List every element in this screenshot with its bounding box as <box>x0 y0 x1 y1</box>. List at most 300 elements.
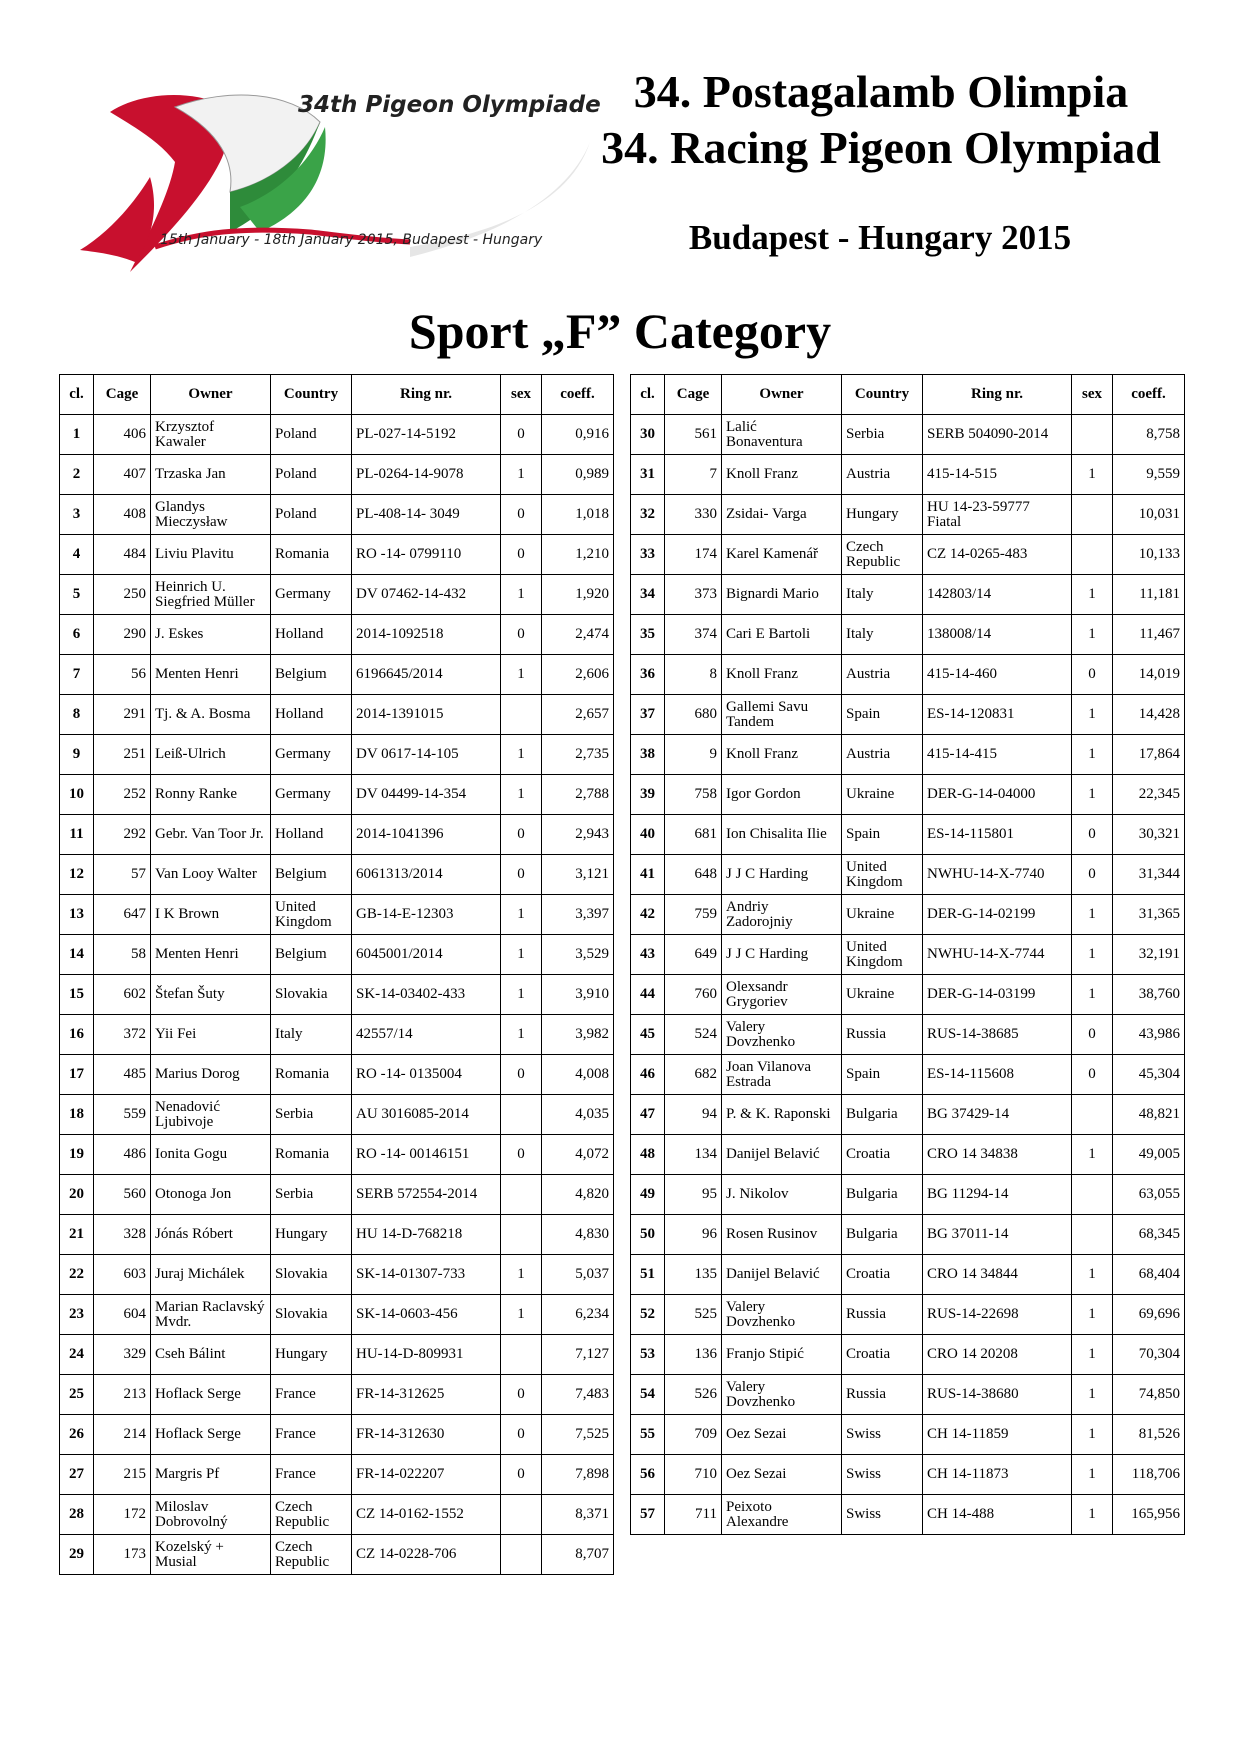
cell-coeff: 6,234 <box>542 1295 614 1335</box>
cell-owner: Hoflack Serge <box>151 1375 271 1415</box>
cell-sex: 1 <box>1072 455 1113 495</box>
cell-owner: Andriy Zadorojniy <box>722 895 842 935</box>
cell-sex: 0 <box>1072 1055 1113 1095</box>
table-row <box>60 1535 614 1575</box>
cell-ring: 6061313/2014 <box>352 855 501 895</box>
cell-owner: Otonoga Jon <box>151 1175 271 1215</box>
cell-country: Poland <box>271 495 352 535</box>
cell-country: Ukraine <box>842 895 923 935</box>
cell-country: Belgium <box>271 655 352 695</box>
cell-country: Ukraine <box>842 775 923 815</box>
cell-coeff: 3,982 <box>542 1015 614 1055</box>
cell-sex: 0 <box>1072 855 1113 895</box>
table-row <box>631 1455 1185 1495</box>
cell-cage: 57 <box>94 855 151 895</box>
cell-ring: DV 0617-14-105 <box>352 735 501 775</box>
cell-cl: 13 <box>60 895 94 935</box>
cell-sex <box>1072 535 1113 575</box>
cell-country: Romania <box>271 1055 352 1095</box>
cell-cl: 11 <box>60 815 94 855</box>
cell-ring: DV 04499-14-354 <box>352 775 501 815</box>
cell-owner: Ion Chisalita Ilie <box>722 815 842 855</box>
header-cl: cl. <box>60 375 94 415</box>
cell-sex: 0 <box>501 1375 542 1415</box>
title-hungarian: 34. Postagalamb Olimpia <box>633 66 1129 117</box>
table-row <box>60 895 614 935</box>
cell-sex <box>501 1535 542 1575</box>
cell-country: Italy <box>271 1015 352 1055</box>
cell-ring: BG 11294-14 <box>923 1175 1072 1215</box>
cell-ring: CH 14-11873 <box>923 1455 1072 1495</box>
cell-sex: 1 <box>1072 615 1113 655</box>
table-row <box>631 1215 1185 1255</box>
cell-ring: AU 3016085-2014 <box>352 1095 501 1135</box>
cell-coeff: 4,830 <box>542 1215 614 1255</box>
cell-ring: PL-027-14-5192 <box>352 415 501 455</box>
cell-cage: 329 <box>94 1335 151 1375</box>
cell-coeff: 38,760 <box>1113 975 1185 1015</box>
cell-cage: 252 <box>94 775 151 815</box>
header-sex: sex <box>501 375 542 415</box>
cell-cl: 18 <box>60 1095 94 1135</box>
cell-owner: Bignardi Mario <box>722 575 842 615</box>
cell-cage: 484 <box>94 535 151 575</box>
cell-owner: J J C Harding <box>722 935 842 975</box>
cell-coeff: 2,735 <box>542 735 614 775</box>
category-title: Sport „F” Category <box>408 303 832 359</box>
table-row <box>631 495 1185 535</box>
cell-country: Serbia <box>271 1095 352 1135</box>
cell-ring: 142803/14 <box>923 575 1072 615</box>
cell-owner: P. & K. Raponski <box>722 1095 842 1135</box>
cell-coeff: 74,850 <box>1113 1375 1185 1415</box>
cell-country: Swiss <box>842 1455 923 1495</box>
cell-cl: 35 <box>631 615 665 655</box>
header-country: Country <box>842 375 923 415</box>
cell-coeff: 68,404 <box>1113 1255 1185 1295</box>
cell-coeff: 5,037 <box>542 1255 614 1295</box>
cell-coeff: 70,304 <box>1113 1335 1185 1375</box>
cell-coeff: 69,696 <box>1113 1295 1185 1335</box>
cell-sex <box>1072 1095 1113 1135</box>
cell-owner: Marian Raclavský Mvdr. <box>151 1295 271 1335</box>
cell-ring: DER-G-14-04000 <box>923 775 1072 815</box>
cell-cage: 603 <box>94 1255 151 1295</box>
cell-cage: 250 <box>94 575 151 615</box>
header-cage: Cage <box>665 375 722 415</box>
cell-country: Serbia <box>842 415 923 455</box>
cell-country: Holland <box>271 695 352 735</box>
table-row <box>631 1015 1185 1055</box>
cell-coeff: 1,920 <box>542 575 614 615</box>
cell-cl: 20 <box>60 1175 94 1215</box>
cell-coeff: 1,210 <box>542 535 614 575</box>
table-row <box>631 935 1185 975</box>
cell-cage: 760 <box>665 975 722 1015</box>
cell-cage: 374 <box>665 615 722 655</box>
cell-cl: 10 <box>60 775 94 815</box>
cell-country: Czech Republic <box>271 1495 352 1535</box>
cell-owner: Jónás Róbert <box>151 1215 271 1255</box>
cell-country: Croatia <box>842 1335 923 1375</box>
cell-cage: 328 <box>94 1215 151 1255</box>
cell-sex: 1 <box>501 1255 542 1295</box>
cell-country: Spain <box>842 815 923 855</box>
cell-owner: Menten Henri <box>151 655 271 695</box>
cell-cage: 560 <box>94 1175 151 1215</box>
cell-cage: 172 <box>94 1495 151 1535</box>
cell-cage: 408 <box>94 495 151 535</box>
cell-ring: ES-14-120831 <box>923 695 1072 735</box>
cell-cage: 213 <box>94 1375 151 1415</box>
cell-sex: 0 <box>501 1055 542 1095</box>
cell-country: Russia <box>842 1015 923 1055</box>
cell-cage: 251 <box>94 735 151 775</box>
cell-ring: GB-14-E-12303 <box>352 895 501 935</box>
cell-owner: Hoflack Serge <box>151 1415 271 1455</box>
cell-owner: Leiß-Ulrich <box>151 735 271 775</box>
cell-ring: HU-14-D-809931 <box>352 1335 501 1375</box>
cell-owner: Heinrich U. Siegfried Müller <box>151 575 271 615</box>
cell-ring: RUS-14-38680 <box>923 1375 1072 1415</box>
cell-coeff: 118,706 <box>1113 1455 1185 1495</box>
cell-cl: 16 <box>60 1015 94 1055</box>
cell-sex <box>1072 415 1113 455</box>
cell-coeff: 68,345 <box>1113 1215 1185 1255</box>
header-sex: sex <box>1072 375 1113 415</box>
cell-cage: 648 <box>665 855 722 895</box>
cell-ring: NWHU-14-X-7744 <box>923 935 1072 975</box>
cell-country: Czech Republic <box>842 535 923 575</box>
table-row <box>631 615 1185 655</box>
pigeon-logo-icon <box>80 82 600 312</box>
cell-sex <box>501 1215 542 1255</box>
cell-cl: 19 <box>60 1135 94 1175</box>
cell-cl: 22 <box>60 1255 94 1295</box>
cell-country: United Kingdom <box>842 855 923 895</box>
cell-ring: SERB 572554-2014 <box>352 1175 501 1215</box>
cell-cl: 27 <box>60 1455 94 1495</box>
cell-cage: 525 <box>665 1295 722 1335</box>
cell-ring: ES-14-115801 <box>923 815 1072 855</box>
cell-cage: 56 <box>94 655 151 695</box>
cell-owner: Oez Sezai <box>722 1455 842 1495</box>
cell-coeff: 30,321 <box>1113 815 1185 855</box>
cell-cage: 486 <box>94 1135 151 1175</box>
cell-owner: Rosen Rusinov <box>722 1215 842 1255</box>
cell-cl: 30 <box>631 415 665 455</box>
cell-country: Spain <box>842 695 923 735</box>
cell-cl: 5 <box>60 575 94 615</box>
cell-owner: Peixoto Alexandre <box>722 1495 842 1535</box>
cell-ring: 415-14-415 <box>923 735 1072 775</box>
table-row <box>631 1135 1185 1175</box>
cell-country: Bulgaria <box>842 1215 923 1255</box>
table-row <box>631 655 1185 695</box>
cell-ring: 415-14-515 <box>923 455 1072 495</box>
cell-cl: 50 <box>631 1215 665 1255</box>
cell-cage: 604 <box>94 1295 151 1335</box>
cell-ring: SK-14-0603-456 <box>352 1295 501 1335</box>
table-row <box>60 1055 614 1095</box>
cell-sex: 1 <box>501 895 542 935</box>
cell-country: Holland <box>271 615 352 655</box>
cell-sex: 1 <box>1072 775 1113 815</box>
cell-ring: DV 07462-14-432 <box>352 575 501 615</box>
cell-sex: 0 <box>501 495 542 535</box>
cell-sex: 1 <box>501 1295 542 1335</box>
cell-owner: Olexsandr Grygoriev <box>722 975 842 1015</box>
cell-sex: 0 <box>501 415 542 455</box>
cell-ring: 138008/14 <box>923 615 1072 655</box>
cell-sex: 1 <box>1072 935 1113 975</box>
cell-country: Italy <box>842 615 923 655</box>
cell-cage: 407 <box>94 455 151 495</box>
cell-sex: 1 <box>1072 695 1113 735</box>
cell-cl: 3 <box>60 495 94 535</box>
cell-owner: Igor Gordon <box>722 775 842 815</box>
cell-country: Croatia <box>842 1135 923 1175</box>
cell-cage: 647 <box>94 895 151 935</box>
cell-owner: Glandys Mieczysław <box>151 495 271 535</box>
cell-sex: 0 <box>501 1455 542 1495</box>
cell-ring: RUS-14-38685 <box>923 1015 1072 1055</box>
cell-owner: Knoll Franz <box>722 455 842 495</box>
cell-country: Germany <box>271 575 352 615</box>
cell-ring: CZ 14-0265-483 <box>923 535 1072 575</box>
cell-cl: 23 <box>60 1295 94 1335</box>
table-row <box>60 535 614 575</box>
cell-owner: Štefan Šuty <box>151 975 271 1015</box>
cell-owner: Valery Dovzhenko <box>722 1295 842 1335</box>
cell-coeff: 10,133 <box>1113 535 1185 575</box>
cell-ring: CRO 14 20208 <box>923 1335 1072 1375</box>
cell-owner: J. Nikolov <box>722 1175 842 1215</box>
cell-ring: PL-0264-14-9078 <box>352 455 501 495</box>
cell-cage: 758 <box>665 775 722 815</box>
cell-country: Slovakia <box>271 1295 352 1335</box>
cell-cl: 56 <box>631 1455 665 1495</box>
cell-cage: 94 <box>665 1095 722 1135</box>
cell-cl: 15 <box>60 975 94 1015</box>
cell-cl: 33 <box>631 535 665 575</box>
table-header-row <box>60 375 614 415</box>
cell-coeff: 8,707 <box>542 1535 614 1575</box>
cell-sex <box>501 1495 542 1535</box>
cell-ring: BG 37011-14 <box>923 1215 1072 1255</box>
cell-country: Serbia <box>271 1175 352 1215</box>
table-row <box>631 1415 1185 1455</box>
cell-sex: 1 <box>501 775 542 815</box>
cell-cl: 43 <box>631 935 665 975</box>
cell-coeff: 45,304 <box>1113 1055 1185 1095</box>
table-row <box>60 1015 614 1055</box>
header-owner: Owner <box>722 375 842 415</box>
cell-owner: Knoll Franz <box>722 735 842 775</box>
table-row <box>60 1295 614 1335</box>
cell-owner: Danijel Belavić <box>722 1255 842 1295</box>
cell-owner: Liviu Plavitu <box>151 535 271 575</box>
cell-country: United Kingdom <box>842 935 923 975</box>
cell-sex: 1 <box>1072 895 1113 935</box>
cell-coeff: 3,397 <box>542 895 614 935</box>
cell-owner: Knoll Franz <box>722 655 842 695</box>
cell-coeff: 17,864 <box>1113 735 1185 775</box>
cell-country: Slovakia <box>271 975 352 1015</box>
cell-owner: Marius Dorog <box>151 1055 271 1095</box>
cell-cl: 24 <box>60 1335 94 1375</box>
cell-cl: 42 <box>631 895 665 935</box>
cell-cl: 52 <box>631 1295 665 1335</box>
cell-cl: 44 <box>631 975 665 1015</box>
cell-ring: 2014-1041396 <box>352 815 501 855</box>
cell-ring: 2014-1092518 <box>352 615 501 655</box>
cell-country: France <box>271 1455 352 1495</box>
cell-owner: Gebr. Van Toor Jr. <box>151 815 271 855</box>
cell-coeff: 2,788 <box>542 775 614 815</box>
cell-sex: 0 <box>501 1415 542 1455</box>
cell-owner: Yii Fei <box>151 1015 271 1055</box>
cell-ring: FR-14-022207 <box>352 1455 501 1495</box>
cell-cl: 34 <box>631 575 665 615</box>
cell-owner: Ronny Ranke <box>151 775 271 815</box>
cell-cage: 215 <box>94 1455 151 1495</box>
title-english: 34. Racing Pigeon Olympiad <box>601 122 1161 173</box>
cell-ring: HU 14-23-59777 Fiatal <box>923 495 1072 535</box>
cell-cl: 38 <box>631 735 665 775</box>
table-row <box>631 975 1185 1015</box>
cell-sex <box>501 695 542 735</box>
header-country: Country <box>271 375 352 415</box>
cell-coeff: 43,986 <box>1113 1015 1185 1055</box>
cell-ring: BG 37429-14 <box>923 1095 1072 1135</box>
cell-sex: 1 <box>1072 1495 1113 1535</box>
cell-owner: Zsidai- Varga <box>722 495 842 535</box>
cell-cage: 524 <box>665 1015 722 1055</box>
cell-owner: Karel Kamenář <box>722 535 842 575</box>
cell-ring: RO -14- 0135004 <box>352 1055 501 1095</box>
table-row <box>60 1255 614 1295</box>
cell-coeff: 11,467 <box>1113 615 1185 655</box>
cell-ring: 2014-1391015 <box>352 695 501 735</box>
cell-ring: RO -14- 00146151 <box>352 1135 501 1175</box>
cell-coeff: 0,989 <box>542 455 614 495</box>
cell-owner: Cseh Bálint <box>151 1335 271 1375</box>
cell-ring: ES-14-115608 <box>923 1055 1072 1095</box>
cell-cl: 32 <box>631 495 665 535</box>
cell-cl: 45 <box>631 1015 665 1055</box>
cell-sex: 1 <box>1072 1135 1113 1175</box>
cell-sex: 1 <box>1072 1295 1113 1335</box>
cell-cage: 485 <box>94 1055 151 1095</box>
cell-cl: 21 <box>60 1215 94 1255</box>
cell-cage: 292 <box>94 815 151 855</box>
cell-country: Slovakia <box>271 1255 352 1295</box>
cell-cl: 4 <box>60 535 94 575</box>
cell-owner: J. Eskes <box>151 615 271 655</box>
table-row <box>60 655 614 695</box>
table-row <box>60 1415 614 1455</box>
table-row <box>631 895 1185 935</box>
cell-country: Croatia <box>842 1255 923 1295</box>
table-row <box>60 855 614 895</box>
table-row <box>60 735 614 775</box>
cell-sex: 0 <box>501 615 542 655</box>
cell-coeff: 2,943 <box>542 815 614 855</box>
cell-cage: 681 <box>665 815 722 855</box>
table-row <box>60 615 614 655</box>
cell-country: Swiss <box>842 1495 923 1535</box>
cell-sex: 0 <box>1072 815 1113 855</box>
cell-country: Italy <box>842 575 923 615</box>
table-row <box>60 1135 614 1175</box>
cell-cage: 135 <box>665 1255 722 1295</box>
cell-cage: 58 <box>94 935 151 975</box>
cell-country: France <box>271 1415 352 1455</box>
cell-cage: 136 <box>665 1335 722 1375</box>
cell-sex: 1 <box>1072 735 1113 775</box>
cell-cage: 8 <box>665 655 722 695</box>
cell-cl: 7 <box>60 655 94 695</box>
cell-cl: 47 <box>631 1095 665 1135</box>
cell-sex: 1 <box>501 935 542 975</box>
cell-ring: CZ 14-0162-1552 <box>352 1495 501 1535</box>
cell-cage: 526 <box>665 1375 722 1415</box>
cell-coeff: 0,916 <box>542 415 614 455</box>
cell-sex <box>501 1095 542 1135</box>
cell-owner: Valery Dovzhenko <box>722 1375 842 1415</box>
table-row <box>631 695 1185 735</box>
table-row <box>631 455 1185 495</box>
table-row <box>631 735 1185 775</box>
cell-cage: 709 <box>665 1415 722 1455</box>
table-row <box>631 855 1185 895</box>
cell-sex <box>501 1335 542 1375</box>
cell-ring: SERB 504090-2014 <box>923 415 1072 455</box>
cell-country: Poland <box>271 415 352 455</box>
cell-ring: 415-14-460 <box>923 655 1072 695</box>
cell-cl: 6 <box>60 615 94 655</box>
cell-owner: J J C Harding <box>722 855 842 895</box>
cell-sex <box>501 1175 542 1215</box>
cell-country: Belgium <box>271 855 352 895</box>
cell-owner: Krzysztof Kawaler <box>151 415 271 455</box>
cell-country: Germany <box>271 775 352 815</box>
cell-owner: I K Brown <box>151 895 271 935</box>
cell-country: Hungary <box>842 495 923 535</box>
cell-sex: 1 <box>1072 1415 1113 1455</box>
cell-country: Hungary <box>271 1335 352 1375</box>
cell-cl: 48 <box>631 1135 665 1175</box>
cell-country: Czech Republic <box>271 1535 352 1575</box>
table-row <box>631 815 1185 855</box>
header-ring: Ring nr. <box>352 375 501 415</box>
cell-owner: Trzaska Jan <box>151 455 271 495</box>
cell-owner: Oez Sezai <box>722 1415 842 1455</box>
cell-cage: 682 <box>665 1055 722 1095</box>
cell-cl: 36 <box>631 655 665 695</box>
cell-sex: 1 <box>501 975 542 1015</box>
cell-sex: 0 <box>501 815 542 855</box>
cell-cage: 559 <box>94 1095 151 1135</box>
cell-owner: Nenadović Ljubivoje <box>151 1095 271 1135</box>
table-row <box>631 1495 1185 1535</box>
cell-sex: 0 <box>501 1135 542 1175</box>
cell-ring: 6196645/2014 <box>352 655 501 695</box>
cell-coeff: 7,483 <box>542 1375 614 1415</box>
cell-cage: 759 <box>665 895 722 935</box>
table-header-row <box>631 375 1185 415</box>
